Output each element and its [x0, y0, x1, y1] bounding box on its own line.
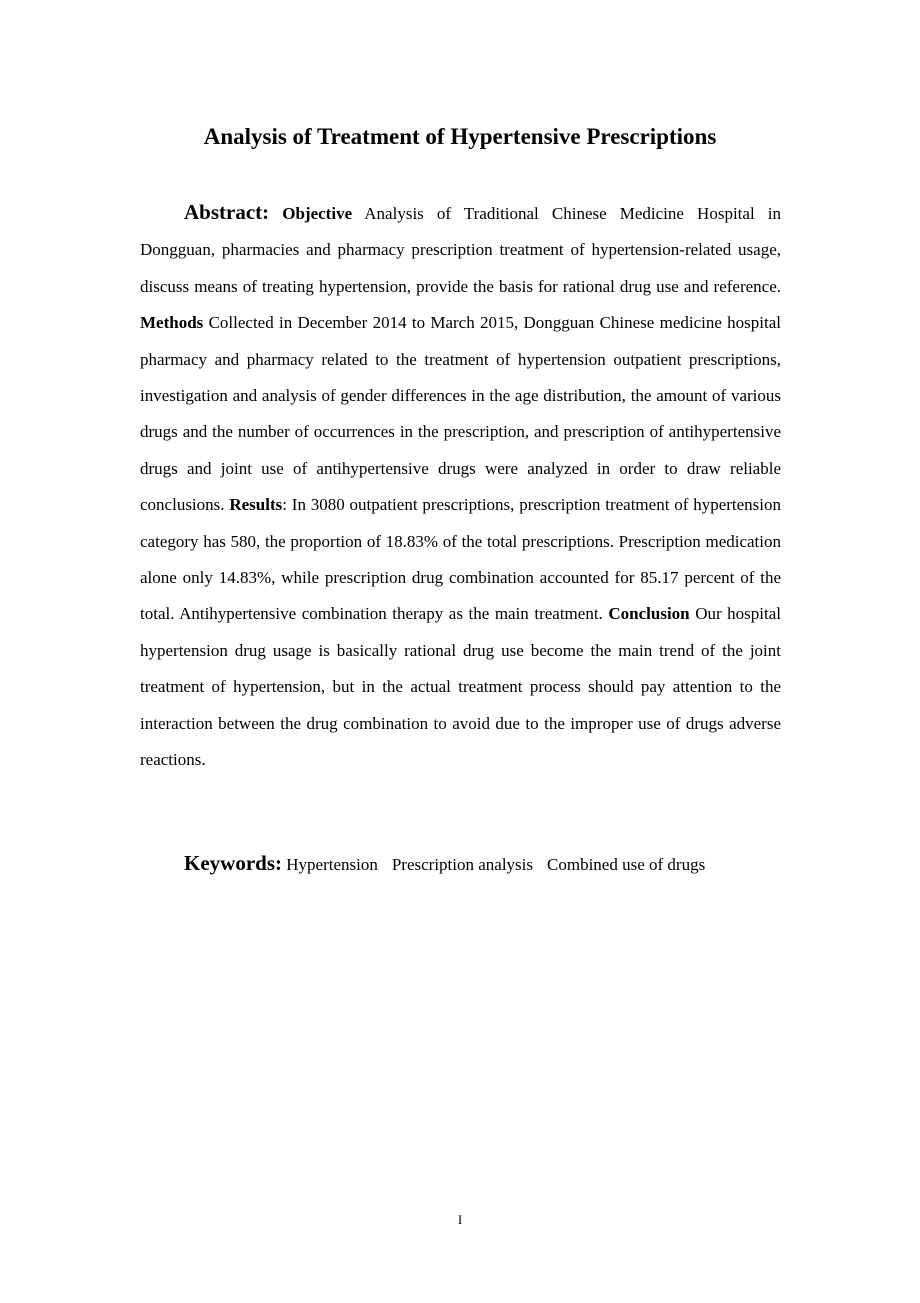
methods-text: Collected in December 2014 to March 2015, Dongguan Chinese medicine hospital pharmacy and pharmacy related to the treatment of hypertension outpatient prescriptions, investigation and analysis of gender differences in the age distribution, the amount of various drugs and the number of occurrences in the prescription, and prescription of antihypertensive drugs and joint use of antihypertensive drugs were analyzed in order to draw reliable conclusions.	[140, 313, 782, 515]
keywords-line	[184, 848, 705, 880]
results-text: : In 3080 outpatient prescriptions, prescription treatment of hypertension category has 580, the proportion of 18.83% of the total prescriptions. Prescription medication alone only 14.83%, while prescription drug combination accounted for 85.17 percent of the total. Antihypertensive combination therapy as the main treatment.	[140, 495, 782, 624]
conclusion-label: Conclusion	[608, 604, 690, 624]
page-number: I	[457, 1212, 463, 1227]
methods-label: Methods	[140, 313, 204, 333]
conclusion-text: Our hospital hypertension drug usage is basically rational drug use become the main trend of the joint treatment of hypertension, but in the actual treatment process should pay attention to the interaction between the drug combination to avoid due to the improper use of drugs adverse reactions.	[140, 604, 782, 770]
results-label: Results	[229, 495, 283, 515]
keyword-item: Hypertension	[286, 855, 378, 874]
keywords-label: Keywords:	[184, 851, 282, 875]
keyword-item: Combined use of drugs	[547, 855, 706, 874]
objective-label: Objective	[282, 204, 353, 223]
objective-text: Analysis of Traditional Chinese Medicine Hospital in Dongguan, pharmacies and pharmacy prescription treatment of hypertension-related usage, discuss means of treating hypertension, provide the basis for rational drug use and reference.	[140, 204, 781, 296]
keyword-item: Prescription analysis	[391, 855, 534, 874]
abstract-label: Abstract:	[184, 200, 270, 224]
abstract-paragraph	[140, 194, 781, 779]
document-title: Analysis of Treatment of Hypertensive Prescriptions	[203, 124, 717, 149]
